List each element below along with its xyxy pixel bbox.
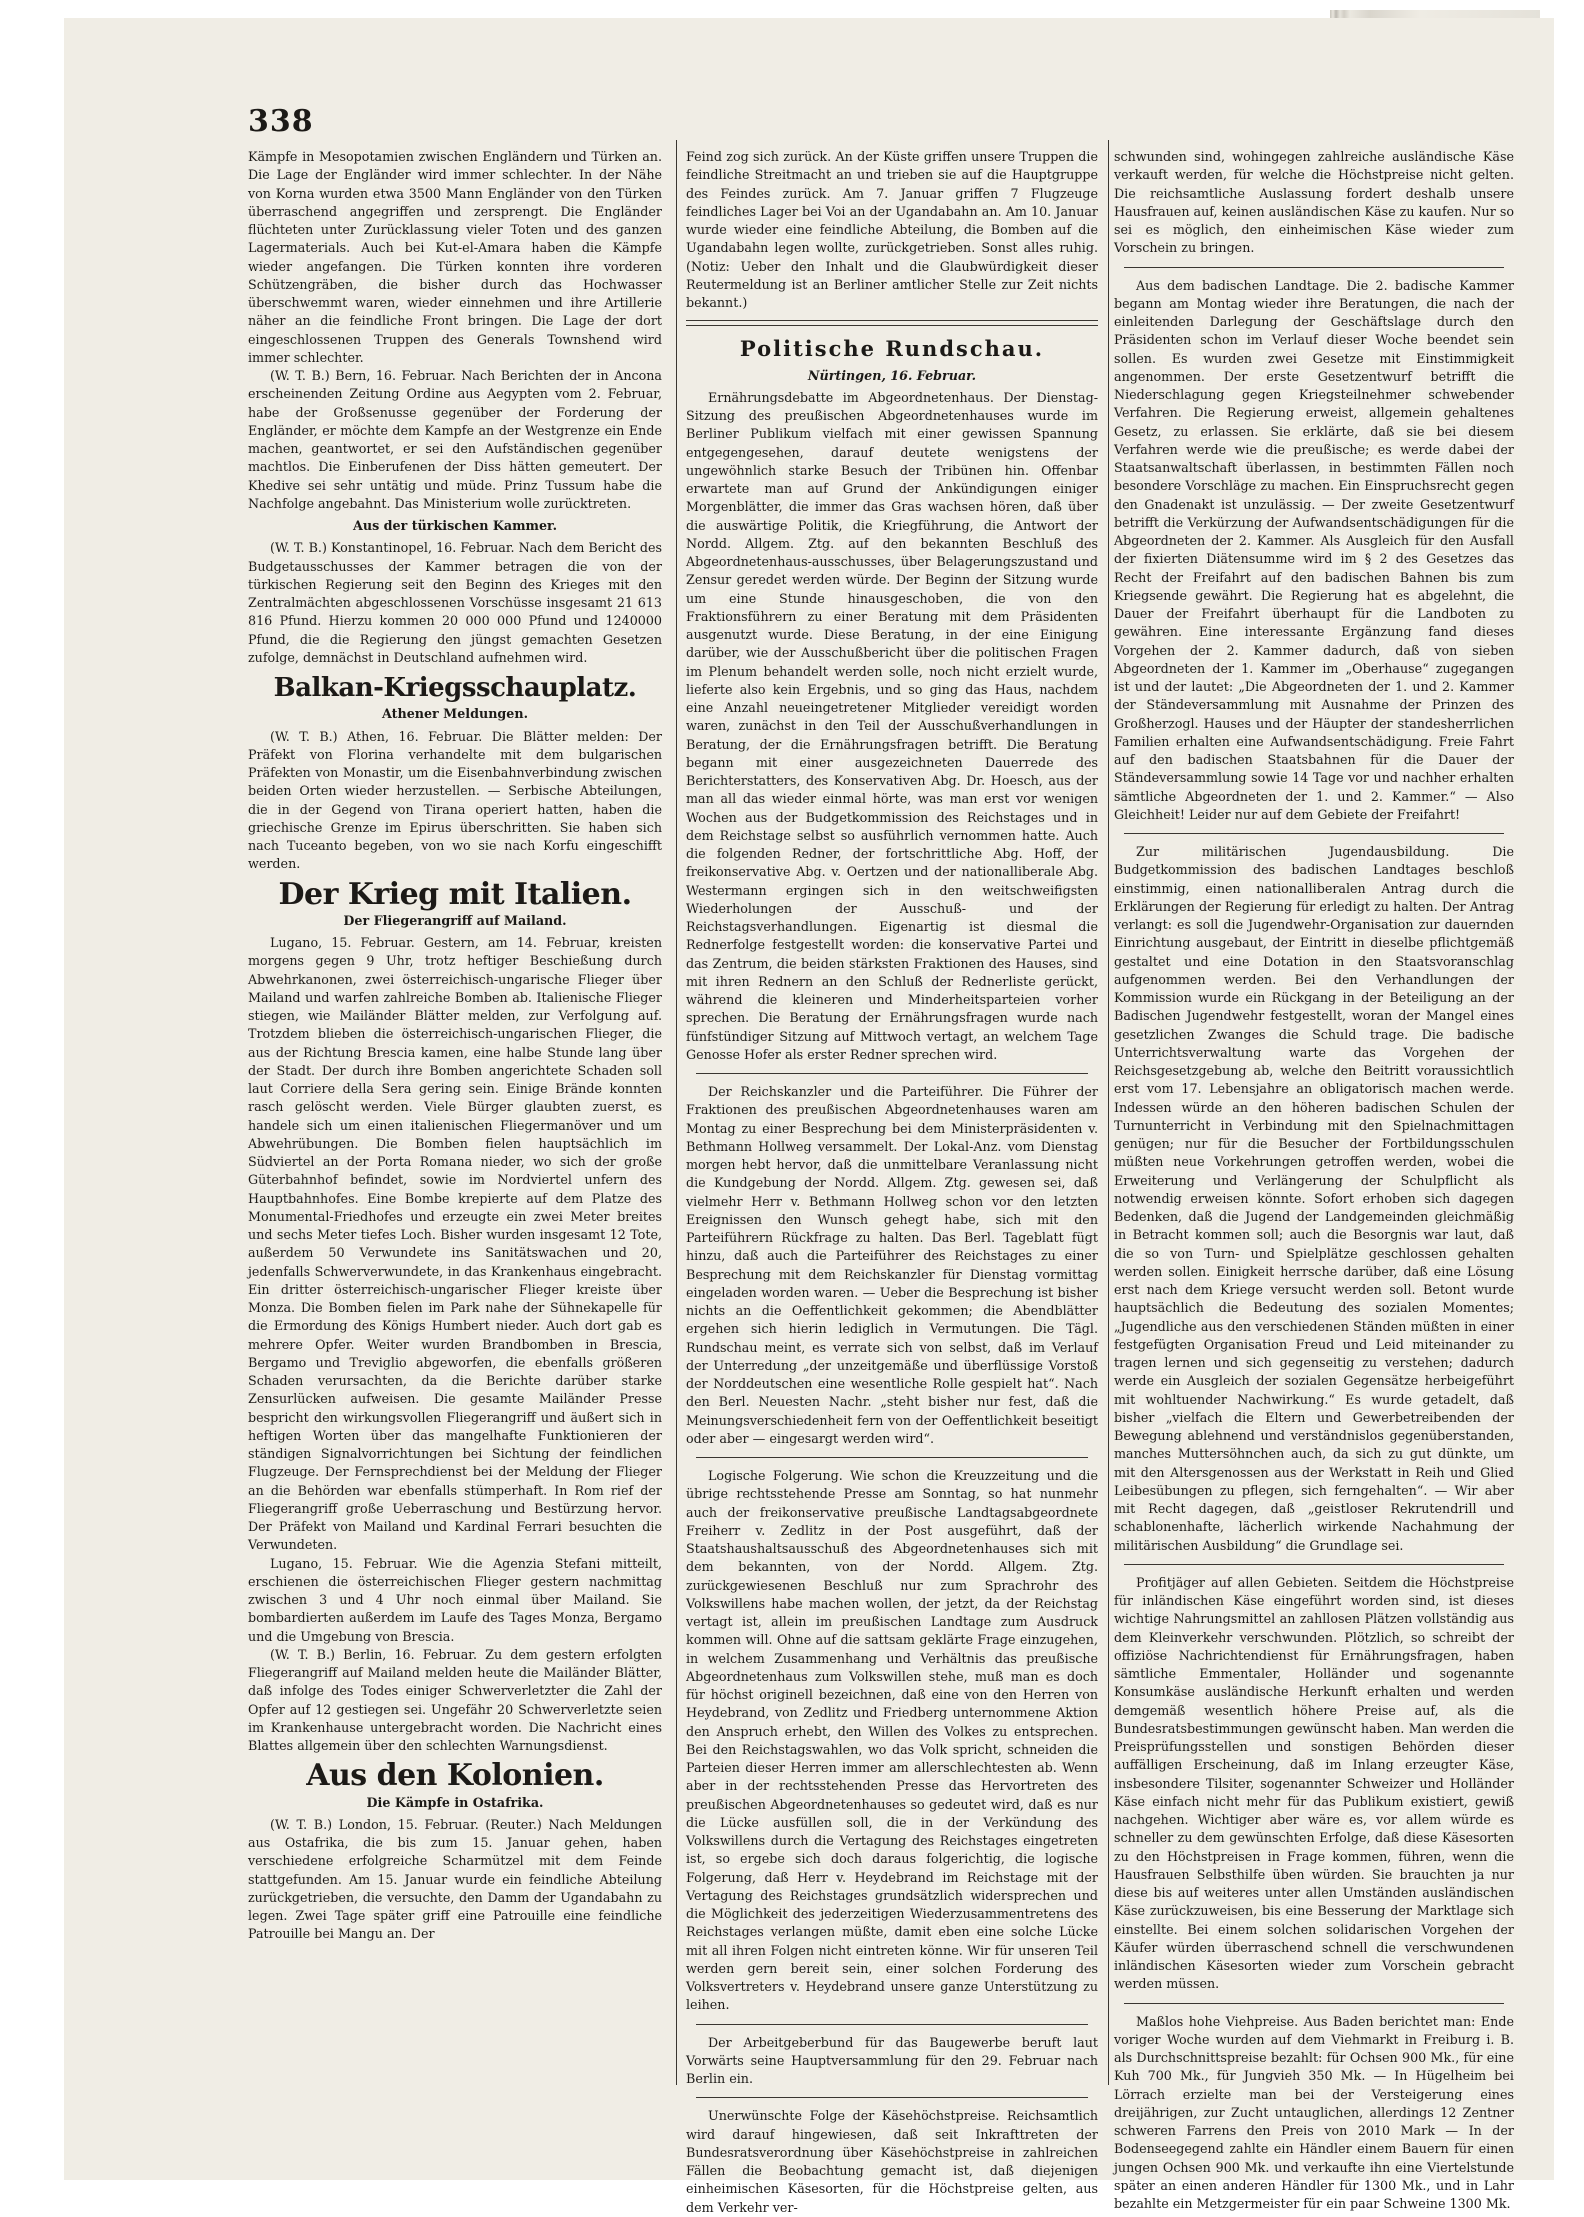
article-konstantinopel: (W. T. B.) Konstantinopel, 16. Februar. Nach dem Bericht des Budgetausschusses der Kammer betragen die von der türkischen Regierung seit den Beginn des Krieges mit den Zentralmächten abgeschlossenen Vorschüsse insgesamt 21 613 816 Pfund. Hierzu kommen 20 000 000 Pfund und 1240000 Pfund, die die Regierung den jüngst gemachten Gesetzen zufolge, demnächst in Deutschland aufnehmen wird. [248,540,662,665]
heading-kolonien: Aus den Kolonien. [306,1758,604,1794]
divider [696,2097,1088,2098]
column-rule-left [676,140,677,2085]
subheading-athen: Athener Meldungen. [381,706,529,722]
article-reichskanzler: Der Reichskanzler und die Parteiführer. Die Führer der Fraktionen des preußischen Abgeordnetenhauses waren am Montag zu einer Besprechung bei dem Ministerpräsidenten v. Bethmann Hollweg versammelt. Der Lokal-Anz. vom Dienstag morgen hebt hervor, daß die unmittelbare Veranlassung nicht die Kundgebung der Nordd. Allgem. Ztg. gewesen sei, daß vielmehr Herr v. Bethmann Hollweg schon vor den letzten Ereignissen den Wunsch gehegt habe, sich mit den Parteiführern Rückfrage zu halten. Das Berl. Tageblatt fügt hinzu, daß auch die Parteiführer des Reichstages zu einer Besprechung mit dem Reichskanzler für Dienstag vormittag eingeladen worden waren. — Ueber die Besprechung ist bisher nichts an die Oeffentlichkeit gekommen; die Abendblätter ergehen sich hierin lediglich in Vermutungen. Die Tägl. Rundschau meint, es verrate sich von selbst, daß im Verlauf der Unterredung „der unzeitgemäße und überflüssige Vorstoß der Norddeutschen eine wesentliche Rolle gespielt hat“. Nach den Berl. Neuesten Nachr. „steht bisher nur fest, daß die Meinungsverschiedenheit fern von der Oeffentlichkeit beseitigt oder aber — eingesargt werden wird“. [686,1084,1098,1446]
subheading-tuerkische-kammer: Aus der türkischen Kammer. [353,518,557,533]
divider [1124,1564,1504,1565]
section-divider [686,320,1098,326]
divider [696,1073,1088,1074]
article-profitjaeger: Profitjäger auf allen Gebieten. Seitdem die Höchstpreise für inländischen Käse eingeführt worden sind, ist dieses wichtige Nahrungsmittel an zahllosen Plätzen vollständig aus dem Kleinverkehr verschwunden. Plötzlich, so schreibt der offiziöse Nachrichtendienst für Ernährungsfragen, haben sämtliche Emmentaler, Holländer und sogenannte Konsumkäse ausländische Herkunft erhalten und werden demgemäß wesentlich höhere Preise auf, als die Bundesratsbestimmungen gewünscht haben. Man werden die Preisprüfungsstellen und sonstigen Behörden dieser auffälligen Erscheinung, daß im Inlang erzeugter Käse, insbesondere Tilsiter, sogenannter Schweizer und Holländer Käse einfach nicht mehr für das Publikum existiert, gewiß nachgehen. Wichtiger aber wäre es, vor allem würde es schneller zu dem gewünschten Erfolge, daß diese Käsesorten zu den Höchstpreisen in Frage kommen, führen, wenn die Hausfrauen Selbsthilfe üben würden. Sie brauchten ja nur diese bis auf weiteres unter allen Umständen ausländischen Käse zurückzuweisen, bis eine Besserung der Marktlage sich einstellte. Bei einem solchen solidarischen Vorgehen der Käufer würden überraschend schnell die verschwundenen inländischen Käsesorten wieder zum Vorschein gebracht werden müssen. [1114,1574,1514,1992]
page-number: 338 [248,104,314,139]
article-berlin: (W. T. B.) Berlin, 16. Februar. Zu dem gestern erfolgten Fliegerangriff auf Mailand melden heute die Mailänder Blätter, daß infolge des Todes einiger Schwerverletzter die Zahl der Opfer auf 12 gestiegen sei. Ungefähr 20 Schwerverletzte seien im Krankenhause untergebracht worden. Die Nachricht eines Blattes allgemein über den schlechten Warnungsdienst. [248,1646,662,1753]
article-viehpreise: Maßlos hohe Viehpreise. Aus Baden berichtet man: Ende voriger Woche wurden auf dem Viehmarkt in Freiburg i. B. als Durchschnittspreise bezahlt: für Ochsen 900 Mk., für eine Kuh 700 Mk., für Jungvieh 350 Mk. — In Hügelheim bei Lörrach erzielte man bei der Versteigerung eines dreijährigen, zur Zucht untauglichen, allerdings 12 Zentner schweren Farrens den Preis von 2010 Mark — In der Bodenseegegend zahlte ein Händler einem Bauern für einen jungen Ochsen 900 Mk. und verkaufte ihn eine Viertelstunde später an einen anderen Händler für 1300 Mk., und in Lahr bezahlte ein Metzgermeister für ein paar Schweine 1300 Mk. [1114,2013,1514,2211]
heading-politische-rundschau: Politische Rundschau. [739,336,1045,362]
article-mesopotamien: Kämpfe in Mesopotamien zwischen Engländern und Türken an. Die Lage der Engländer wird immer schlechter. In der Nähe von Korna wurden etwa 3500 Mann Engländer von den Türken überraschend angegriffen und zersprengt. Die Engländer flüchteten unter Zurücklassung vieler Toten und des ganzen Lagermaterials. Auch bei Kut-el-Amara haben die Kämpfe wieder angefangen. Die Türken konnten ihre vorderen Schützengräben, die bisher durch das Hochwasser überschwemmt waren, wieder einnehmen und ihre Artillerie näher an die feindliche Front bringen. Die Lage der dort eingeschlossenen Truppen des Generals Townshend wird immer schlechter. [248,149,662,365]
article-arbeitgeberbund: Der Arbeitgeberbund für das Baugewerbe beruft laut Vorwärts seine Hauptversammlung für den 29. Februar nach Berlin ein. [686,2034,1098,2086]
column-rule-right [1108,140,1109,2085]
column-1 [248,148,662,1944]
divider [1124,267,1504,268]
article-logische-folgerung: Logische Folgerung. Wie schon die Kreuzzeitung und die übrige rechtsstehende Presse am Sonntag, so hat nunmehr auch der freikonservative preußische Landtagsabgeordnete Freiherr v. Zedlitz in der Post ausgeführt, daß der Staatshaushaltsausschuß des Abgeordnetenhauses sich mit dem bekannten, von der Nordd. Allgem. Ztg. zurückgewiesenen Beschluß nur zum Sprachrohr des Volkswillens habe machen wollen, der jetzt, da der Reichstag vertagt ist, allein im preußischen Landtage zum Ausdruck kommen will. Ohne auf die sattsam geklärte Frage einzugehen, in welchem Zusammenhang und Verhältnis das preußische Abgeordnetenhaus zum Volkswillen stehe, muß man es doch für höchst originell bezeichnen, daß eine von den Herren von Heydebrand, von Zedlitz und Friedberg unternommene Aktion den Anspruch erhebt, den Willen des Volkes zu entsprechen. Bei den Reichstagswahlen, wo das Volk spricht, schneiden die Parteien dieser Herren immer am allerschlechtesten ab. Wenn aber in der rechtsstehenden Presse das Hervortreten des preußischen Abgeordnetenhauses so gedeutet wird, daß es nur die Lücke ausfüllen soll, die in der Verkündung des Volkswillens durch die Vertagung des Reichstages eingetreten ist, so ergebe sich doch daraus folgerichtig, die logische Folgerung, daß Herr v. Heydebrand im Reichstage mit der Vertagung des Reichstages grundsätzlich widersprechen und die Möglichkeit des jederzeitigen Wiederzusammentretens des Reichstages verlangen müßte, damit eben eine solche Lücke mit all ihren Folgen nicht eintreten könne. Wir für unseren Teil werden gern bereit sein, einer solchen Forderung des Volksvertreters v. Heydebrand unsere ganze Unterstützung zu leihen. [686,1468,1098,2013]
column-2 [686,148,1098,2217]
article-london: (W. T. B.) London, 15. Februar. (Reuter.) Nach Meldungen aus Ostafrika, die bis zum 15. Januar gehen, haben verschiedene erfolgreiche Scharmützel mit dem Feinde stattgefunden. Am 15. Januar wurde ein feindliche Abteilung zurückgetrieben, die versuchte, den Damm der Ugandabahn zu legen. Zwei Tage später griff eine Patrouille eine feindliche Patrouille bei Mangu an. Der [248,1816,662,1942]
divider [1124,2003,1504,2004]
article-lugano-1: Lugano, 15. Februar. Gestern, am 14. Februar, kreisten morgens gegen 9 Uhr, trotz heftiger Beschießung durch Abwehrkanonen, zwei österreichisch-ungarische Flieger über Mailand und warfen zahlreiche Bomben ab. Italienische Flieger stiegen, wie Mailänder Blätter melden, zur Verfolgung auf. Trotzdem blieben die österreichisch-ungarischen Flieger, die aus der Richtung Brescia kamen, eine halbe Stunde lang über der Stadt. Der durch ihre Bomben angerichtete Schaden soll laut Corriere della Sera gering sein. Einige Brände konnten rasch gelöscht werden. Viele Bürger glaubten zuerst, es handele sich um einen italienischen Fliegermanöver und um Abwehrübungen. Die Bomben fielen hauptsächlich im Südviertel an der Porta Romana nieder, wo sich der große Güterbahnhof befindet, sowie im Nordviertel unfern des Hauptbahnhofes. Eine Bombe krepierte auf dem Platze des Monumental-Friedhofes und erzeugte ein zwei Meter breites und sechs Meter tiefes Loch. Bisher wurden insgesamt 12 Tote, außerdem 50 Verwundete ins Sanitätswachen und 20, jedenfalls Schwerverwundete, in das Krankenhaus eingebracht. Ein dritter österreichisch-ungarischer Flieger kreiste über Monza. Die Bomben fielen im Park nahe der Sühnekapelle für die Ermordung des Königs Humbert nieder. Auch dort gab es mehrere Opfer. Weiter wurden Brandbomben in Brescia, Bergamo und Treviglio abgeworfen, die ebenfalls größeren Schaden verursachten, da die Berichte darüber starke Zensurlücken aufweisen. Die gesamte Mailänder Presse bespricht den wirkungsvollen Fliegerangriff und äußert sich in heftigen Worten über das mangelhafte Funktionieren der ständigen Signalvorrichtungen bei Sichtung der feindlichen Flugzeuge. Der Fernsprechdienst bei der Meldung der Flieger an die Behörden war ebenfalls stümperhaft. In Rom rief der Fliegerangriff große Ueberraschung und Bestürzung hervor. Der Präfekt von Mailand und Kardinal Ferrari besuchten die Verwundeten. [248,935,662,1553]
article-ostafrika-continued: Feind zog sich zurück. An der Küste griffen unsere Truppen die feindliche Streitmacht an und trieben sie auf die Hauptgruppe des Feindes zurück. Am 7. Januar griffen 7 Flugzeuge feindliches Lager bei Voi an der Ugandabahn an. Am 10. Januar wurde wieder eine feindliche Abteilung, die Bomben auf die Ugandabahn legen wollte, zurückgetrieben. Sonst alles ruhig. (Notiz: Ueber den Inhalt und die Glaubwürdigkeit dieser Reutermeldung ist an Berliner amtlicher Stelle zur Zeit nichts bekannt.) [686,149,1098,310]
subheading-ostafrika: Die Kämpfe in Ostafrika. [366,1794,544,1810]
heading-balkan: Balkan-Kriegsschauplatz. [273,673,637,703]
subheading-mailand: Der Fliegerangriff auf Mailand. [343,912,567,928]
article-kaesehoechstpreise: Unerwünschte Folge der Käsehöchstpreise. Reichsamtlich wird darauf hingewiesen, daß seit Inkrafttreten der Bundesratsverordnung über Käsehöchstpreise in zahlreichen Fällen die Beobachtung gemacht ist, daß diejenigen einheimischen Käsesorten, für die Höchstpreise gelten, aus dem Verkehr ver- [686,2108,1098,2215]
dateline: Nürtingen, 16. Februar. [807,367,977,383]
article-lugano-2: Lugano, 15. Februar. Wie die Agenzia Stefani mitteilt, erschienen die österreichischen Flieger gestern nachmittag zwischen 3 und 4 Uhr noch einmal über Mailand. Sie bombardierten außerdem im Laufe des Tages Monza, Bergamo und die Umgebung von Brescia. [248,1555,662,1644]
article-bern: (W. T. B.) Bern, 16. Februar. Nach Berichten der in Ancona erscheinenden Zeitung Ordine aus Aegypten vom 2. Februar, habe der Großsenusse gegenüber der Forderung der Engländer, er möchte dem Kampfe an der Westgrenze ein Ende machen, geantwortet, er sei den Aufständischen gegenüber machtlos. Die Einberufenen der Diss hätten gemeutert. Der Khedive sei sehr untätig und müde. Prinz Tussum habe die Nachfolge angebahnt. Das Ministerium wolle zurücktreten. [248,368,662,511]
column-3 [1114,148,1514,2213]
divider [1124,833,1504,834]
article-kaese-continued: schwunden sind, wohingegen zahlreiche ausländische Käse verkauft werden, für welche die Höchstpreise nicht gelten. Die reichsamtliche Auslassung fordert deshalb unsere Hausfrauen auf, keinen ausländischen Käse zu kaufen. Nur so sei es möglich, den einheimischen Käse wieder zum Vorschein zu bringen. [1114,149,1514,256]
article-badischer-landtag: Aus dem badischen Landtage. Die 2. badische Kammer begann am Montag wieder ihre Beratungen, die nach der einleitenden Darlegung der Geschäftslage durch den Präsidenten schon im Verlauf dieser Woche beendet sein sollen. Es wurden zwei Gesetze mit Einstimmigkeit angenommen. Der erste Gesetzentwurf betrifft die Niederschlagung gegen Kriegsteilnehmer schwebender Verfahren. Die Regierung erweist, allgemein gehaltenes Gesetz, zu erlassen. Sie erklärte, daß sie bei diesem Verfahren werde wie die preußische; es werde dabei der Staatsanwaltschaft überlassen, in bestimmten Fällen noch besondere Vorschläge zu machen. Ein Einspruchsrecht gegen den Gnadenakt ist unzulässig. — Der zweite Gesetzentwurf betrifft die Verkürzung der Aufwandsentschädigungen für die Abgeordneten der 2. Kammer. Als Ausgleich für den Ausfall der fixierten Diätensumme wird im § 2 des Gesetzes das Recht der Freifahrt auf den badischen Bahnen bis zum Kriegsende gewährt. Die Regierung hat es abgelehnt, die Dauer der Freifahrt überhaupt für die Landboten zu gewähren. Eine interessante Ergänzung fand dieses Vorgehen der 2. Kammer dadurch, daß von sieben Abgeordneten der 1. Kammer im „Oberhause“ zugegangen ist und der lautet: „Die Abgeordneten der 1. und 2. Kammer der Ständeversammlung mit Ausnahme der Prinzen des Großherzogl. Hauses und der Häupter der standesherrlichen Familien erhalten eine Aufwandsentschädigung. Freie Fahrt auf den badischen Staatsbahnen für die Dauer der Ständeversammlung sowie 14 Tage vor und nachher erhalten sämtliche Abgeordneten der 1. und 2. Kammer.“ — Also Gleichheit! Leider nur auf dem Gebiete der Freifahrt! [1114,277,1514,822]
heading-krieg-italien: Der Krieg mit Italien. [278,876,632,912]
divider [696,2024,1088,2025]
article-athen: (W. T. B.) Athen, 16. Februar. Die Blätter melden: Der Präfekt von Florina verhandelte mit dem bulgarischen Präfekten von Monastir, um die Eisenbahnverbindung zwischen beiden Orten wieder herzustellen. — Serbische Abteilungen, die in der Gegend von Tirana operiert hatten, haben die griechische Grenze im Epirus überschritten. Sie haben sich nach Tuceanto begeben, von wo sie nach Korfu eingeschifft werden. [248,728,662,872]
article-ernaehrungsdebatte: Ernährungsdebatte im Abgeordnetenhaus. Der Dienstag-Sitzung des preußischen Abgeordnetenhauses wurde im Berliner Publikum vielfach mit einer gewissen Spannung entgegengesehen, darauf deutete wenigstens der ungewöhnlich starke Besuch der Tribünen hin. Offenbar erwartete man auf Grund der Ankündigungen einiger Morgenblätter, die immer das Gras wachsen hören, daß über die auswärtige Politik, die Kriegführung, die Antwort der Nordd. Allgem. Ztg. auf den bekannten Beschluß des Abgeordnetenhaus-ausschusses, über Belagerungszustand und Zensur geredet werden würde. Der Beginn der Sitzung wurde um eine Stunde hinausgeschoben, die von den Fraktionsführern zu einer Beratung mit dem Präsidenten ausgenutzt wurde. Diese Beratung, in der eine Einigung darüber, wie der Ausschußbericht über die politischen Fragen im Plenum behandelt werden solle, noch nicht erzielt wurde, lieferte also kein Ergebnis, und so ging das Haus, nachdem eine Anzahl neueingetretener Mitglieder vereidigt worden waren, zunächst in den Teil der Ausschußverhandlungen in Beratung, der die Ernährungsfragen betrifft. Die Beratung begann mit einer ausgezeichneten Dauerrede des Berichterstatters, des Konservativen Abg. Dr. Hoesch, aus der man all das wieder einmal hörte, was man erst vor wenigen Wochen aus der Budgetkommission des Reichstages und in dem Reichstage selbst so ausführlich vernommen hatte. Auch die folgenden Redner, der fortschrittliche Abg. Hoff, der freikonservative Abg. v. Oertzen und der nationalliberale Abg. Westermann ergingen sich in den weitschweifigsten Wiederholungen der Ausschuß- und der Reichstagsverhandlungen. Eigenartig ist diesmal die Rednerfolge festgestellt worden: die konservative Partei und das Zentrum, die beiden stärksten Fraktionen des Hauses, sind mit ihren Rednern an den Schluß der Rednerliste gerückt, während die kleineren und Minderheitsparteien vorher sprechen. Die Beratung der Ernährungsfragen wurde nach fünfstündiger Sitzung auf Mittwoch vertagt, an welchem Tage Genosse Hofer als erster Redner sprechen wird. [686,389,1098,1062]
article-jugendausbildung: Zur militärischen Jugendausbildung. Die Budgetkommission des badischen Landtages beschloß einstimmig, einen nationalliberalen Antrag durch die Erklärungen der Regierung für erledigt zu halten. Der Antrag verlangt: es soll die Jugendwehr-Organisation zur dauernden Einrichtung ausgebaut, der Eintritt in dieselbe pflichtgemäß gestaltet und eine Dotation in den Staatsvoranschlag aufgenommen werden. Bei den Verhandlungen der Kommission wurde ein Rückgang in der Beteiligung an der Badischen Jugendwehr festgestellt, woran der Mangel eines gesetzlichen Zwanges die Schuld trage. Die badische Unterrichtsverwaltung warte das Vorgehen der Reichsgesetzgebung ab, welche den Beitritt voraussichtlich erst vom 17. Lebensjahre an obligatorisch machen werde. Indessen würde an den höheren badischen Schulen der Turnunterricht in Verbindung mit den Spielnachmittagen genügen; nur für die Besucher der Fortbildungsschulen müßten neue Vorkehrungen getroffen werden, wobei die Erweiterung und Verlängerung der Schulpflicht als notwendig erweisen könnte. Sofort erhoben sich dagegen Bedenken, daß die Jugend der Landgemeinden gleichmäßig in Betracht kommen soll; auch die Besorgnis war laut, daß die so von Turn- und Spielplätze geschlossen gehalten werden sollen. Einigkeit herrsche darüber, daß eine Lösung erst nach dem Kriege versucht werden soll. Betont wurde hauptsächlich die Bedeutung des sozialen Momentes; „Jugendliche aus den verschiedenen Ständen müßten in einer festgefügten Organisation Freud und Leid miteinander zu tragen lernen und sich gegenseitig zu verstehen; dadurch werde ein Ausgleich der sozialen Gegensätze herbeigeführt mit wohltuender Nachwirkung.“ Es wurde getadelt, daß bisher „vielfach die Eltern und Gewerbetreibenden der Bewegung ablehnend und verständnislos gegenüberstanden, manches Muttersöhnchen auch, da sich zu gut dünkte, um mit den Altersgenossen aus der Werkstatt in Reih und Glied Leibesübungen zu pflegen, sich ferngehalten“. — Wir aber mit Recht dagegen, daß „geistloser Rekrutendrill und schablonenhafte, lächerlich wirkende Nachahmung der militärischen Ausbildung“ die Grundlage sei. [1114,844,1514,1553]
divider [696,1457,1088,1458]
